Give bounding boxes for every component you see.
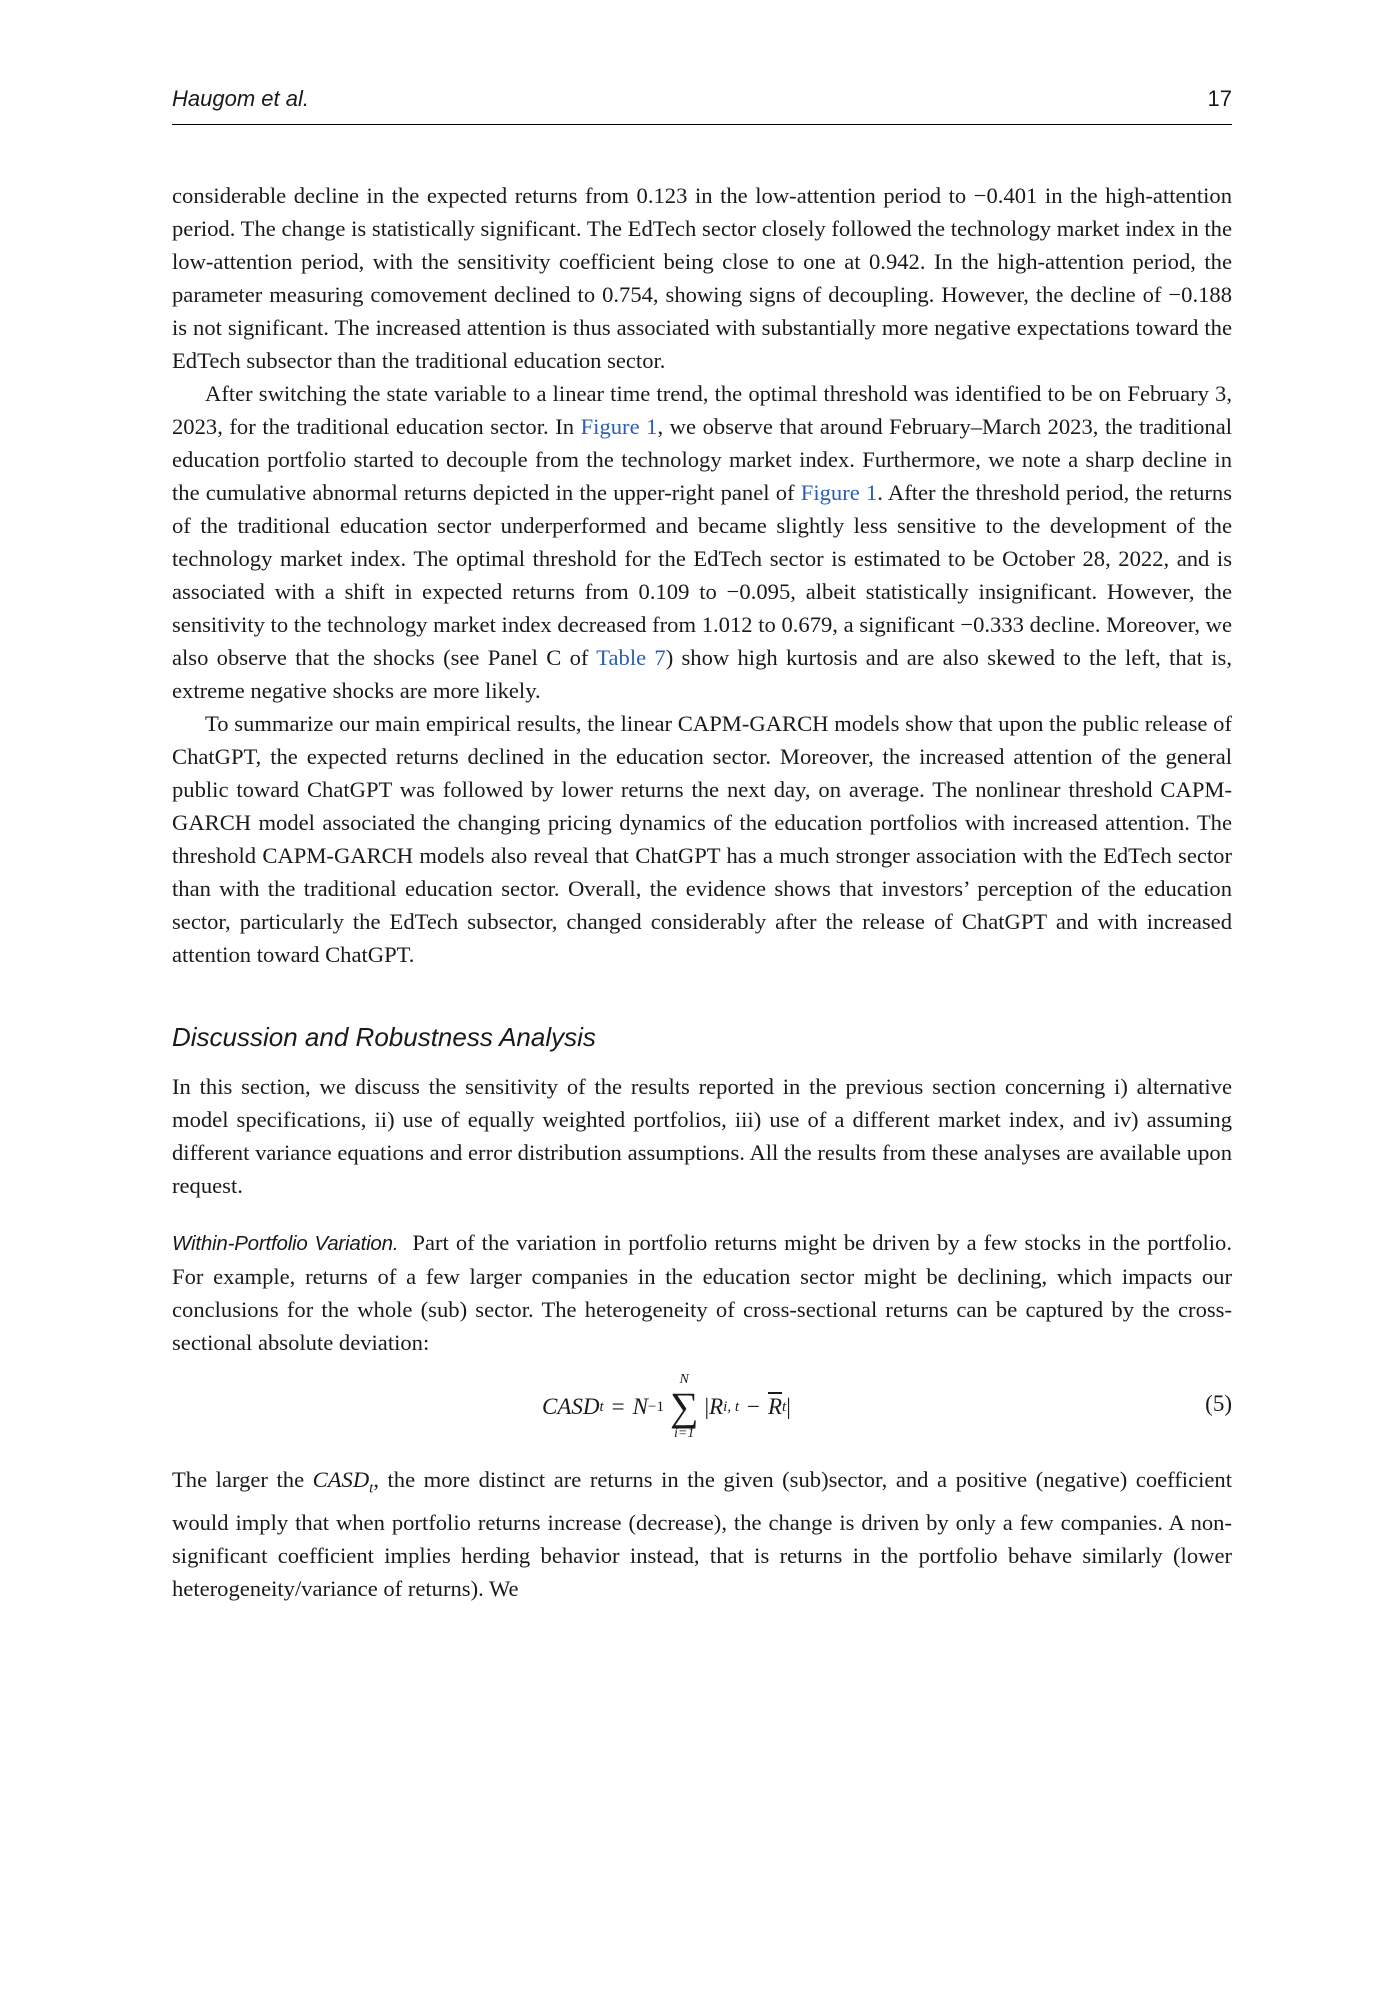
- paragraph-6-text-b: , the more distinct are returns in the given (sub)sector, and a positive (negative) coefficient would imply that when portfolio returns increase (decrease), the change is driven by only a few companies. A non-significant coefficient implies herding behavior instead, that is returns in the portfolio behave similarly (lower heterogeneity/variance of returns). We: [172, 1467, 1232, 1601]
- eq-minus: −: [747, 1394, 760, 1419]
- paragraph-gap: [172, 1202, 1232, 1226]
- paragraph-5: [172, 1226, 1232, 1359]
- paragraph-6-variable-sub: t: [369, 1480, 374, 1497]
- paragraph-4: In this section, we discuss the sensitivity of the results reported in the previous section concerning i) alternative model specifications, ii) use of equally weighted portfolios, iii) use of a different market index, and iv) assuming different variance equations and error distribution assumptions. All the results from these analyses are available upon request.: [172, 1074, 1232, 1198]
- eq-exponent: −1: [648, 1398, 664, 1415]
- eq-equals: =: [611, 1394, 625, 1419]
- paragraph-6-variable: CASD: [312, 1467, 370, 1492]
- paragraph-3: To summarize our main empirical results, the linear CAPM-GARCH models show that upon the public release of ChatGPT, the expected returns declined in the education sector. Moreover, the increased attention of the general public toward ChatGPT was followed by lower returns the next day, on average. The nonlinear threshold CAPM-GARCH model associated the changing pricing dynamics of the education portfolios with increased attention. The threshold CAPM-GARCH models also reveal that ChatGPT has a much stronger association with the EdTech sector than with the traditional education sector. Overall, the evidence shows that investors’ perception of the education sector, particularly the EdTech subsector, changed considerably after the release of ChatGPT and with increased attention toward ChatGPT.: [172, 711, 1232, 967]
- paragraph-2-text-d: ) show high kurtosis and are also skewed to the left, that is, extreme negative shocks are more likely.: [172, 645, 1232, 703]
- paragraph-5-text: Part of the variation in portfolio returns might be driven by a few stocks in the portfolio. For example, returns of a few larger companies in the education sector might be declining, which impacts our conclusions for the whole (sub) sector. The heterogeneity of cross-sectional returns can be captured by the cross-sectional absolute deviation:: [172, 1230, 1232, 1355]
- eq-r: R: [709, 1394, 724, 1419]
- eq-lhs-sub: t: [599, 1398, 604, 1415]
- paragraph-1: considerable decline in the expected returns from 0.123 in the low-attention period to −0.401 in the high-attention period. The change is statistically significant. The EdTech sector closely followed the technology market index in the low-attention period, with the sensitivity coefficient being close to one at 0.942. In the high-attention period, the parameter measuring comovement declined to 0.754, showing signs of decoupling. However, the decline of −0.188 is not significant. The increased attention is thus associated with substantially more negative expectations toward the EdTech subsector than the traditional education sector.: [172, 183, 1232, 373]
- equation-5: [172, 1369, 1232, 1445]
- figure-1-link-2[interactable]: Figure 1: [800, 480, 878, 505]
- paragraph-6-text-a: The larger the: [172, 1467, 313, 1492]
- running-header-authors: Haugom et al.: [172, 86, 309, 111]
- page-number: 17: [1207, 86, 1232, 111]
- paragraph-6: [172, 1463, 1232, 1605]
- paragraph-2-text-c: . After the threshold period, the returns of the traditional education sector underperformed and became slightly less sensitive to the development of the technology market index. The optimal threshold for the EdTech sector is estimated to be October 28, 2022, and is associated with a shift in expected returns from 0.109 to −0.095, albeit statistically insignificant. However, the sensitivity to the technology market index decreased from 1.012 to 0.679, a significant −0.333 decline. Moreover, we also observe that the shocks (see Panel C of: [172, 480, 1233, 670]
- eq-sum-upper: N: [679, 1372, 689, 1387]
- eq-r-sub: i, t: [723, 1398, 739, 1415]
- eq-rbar: $\overline{R}$: [767, 1394, 783, 1419]
- paragraph-2-text-a: After switching the state variable to a linear time trend, the optimal threshold was identified to be on February 3, 2023, for the traditional education sector. In: [172, 381, 1232, 439]
- running-header: [172, 86, 1232, 112]
- eq-rbar-sub: t: [782, 1398, 787, 1415]
- table-7-link[interactable]: Table 7: [596, 645, 666, 670]
- eq-abs-close: |: [786, 1394, 791, 1419]
- paragraph-2: [172, 377, 1232, 707]
- paragraph-2-text-b: , we observe that around February–March 2023, the traditional education portfolio started to decouple from the technology market index. Furthermore, we note a sharp decline in the cumulative abnormal returns depicted in the upper-right panel of: [172, 414, 1232, 505]
- eq-n: N: [632, 1394, 648, 1419]
- eq-sum: [670, 1373, 699, 1441]
- eq-sum-symbol: ∑: [669, 1384, 699, 1429]
- figure-1-link[interactable]: Figure 1: [580, 414, 658, 439]
- body-text: [172, 179, 1232, 1605]
- section-heading: Discussion and Robustness Analysis: [172, 1022, 596, 1052]
- eq-abs-open: |: [704, 1394, 710, 1419]
- header-rule: [172, 124, 1232, 125]
- eq-lhs: CASD: [542, 1394, 600, 1419]
- subsection-heading: Within-Portfolio Variation.: [172, 1232, 399, 1255]
- eq-sum-lower: i=1: [674, 1426, 695, 1441]
- equation-body: [542, 1369, 791, 1445]
- equation-number: (5): [1205, 1391, 1232, 1416]
